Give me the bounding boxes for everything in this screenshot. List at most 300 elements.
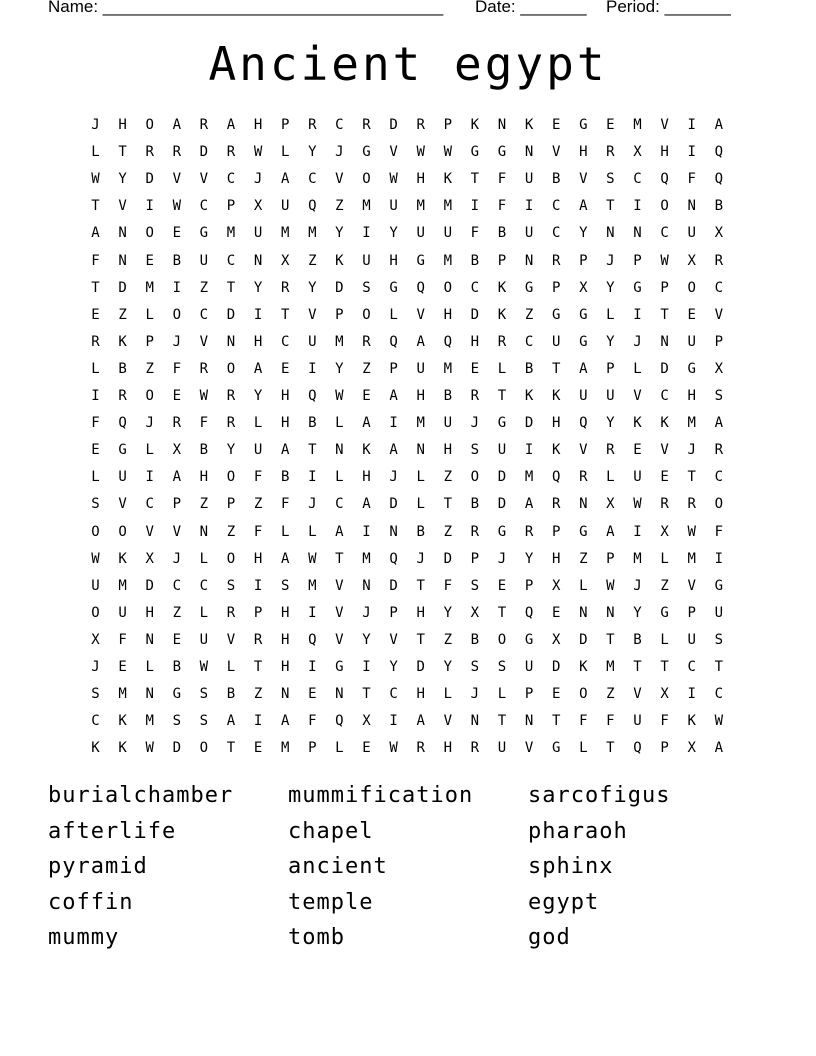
grid-letter[interactable]: W bbox=[199, 659, 209, 675]
grid-letter[interactable]: R bbox=[714, 442, 724, 459]
grid-letter[interactable]: P bbox=[280, 117, 290, 133]
grid-letter[interactable]: P bbox=[145, 333, 154, 350]
grid-letter[interactable]: J bbox=[497, 550, 507, 567]
grid-letter[interactable]: A bbox=[362, 496, 371, 513]
grid-letter[interactable]: K bbox=[118, 713, 127, 730]
grid-letter[interactable]: C bbox=[524, 333, 534, 350]
grid-letter[interactable]: I bbox=[91, 388, 100, 404]
grid-letter[interactable]: L bbox=[91, 360, 100, 377]
grid-letter[interactable]: L bbox=[389, 306, 398, 323]
grid-letter[interactable]: Z bbox=[253, 686, 263, 703]
grid-letter[interactable]: Q bbox=[524, 604, 534, 621]
grid-letter[interactable]: D bbox=[416, 659, 425, 675]
grid-letter[interactable]: S bbox=[714, 631, 724, 648]
grid-letter[interactable]: W bbox=[714, 713, 724, 730]
grid-letter[interactable]: A bbox=[714, 415, 724, 432]
grid-letter[interactable]: R bbox=[362, 333, 371, 350]
grid-letter[interactable]: E bbox=[551, 686, 561, 703]
grid-letter[interactable]: I bbox=[308, 469, 317, 486]
grid-letter[interactable]: L bbox=[579, 740, 588, 757]
grid-letter[interactable]: F bbox=[199, 415, 209, 432]
grid-letter[interactable]: R bbox=[172, 415, 182, 432]
grid-letter[interactable]: N bbox=[335, 442, 344, 459]
grid-letter[interactable]: U bbox=[389, 198, 398, 215]
grid-letter[interactable]: M bbox=[416, 415, 425, 432]
grid-letter[interactable]: R bbox=[226, 144, 236, 161]
grid-letter[interactable]: L bbox=[145, 659, 154, 675]
grid-letter[interactable]: Q bbox=[416, 279, 425, 296]
grid-letter[interactable]: H bbox=[145, 604, 154, 621]
grid-letter[interactable]: V bbox=[308, 306, 317, 323]
grid-letter[interactable]: Z bbox=[443, 523, 453, 540]
grid-letter[interactable]: O bbox=[362, 171, 371, 188]
grid-letter[interactable]: A bbox=[606, 523, 615, 540]
grid-letter[interactable]: V bbox=[145, 523, 154, 540]
grid-letter[interactable]: S bbox=[226, 577, 236, 594]
grid-letter[interactable]: H bbox=[253, 117, 263, 133]
grid-letter[interactable]: E bbox=[172, 225, 182, 242]
grid-letter[interactable]: J bbox=[335, 144, 344, 161]
grid-letter[interactable]: G bbox=[579, 117, 588, 133]
grid-letter[interactable]: V bbox=[199, 171, 209, 188]
grid-letter[interactable]: O bbox=[687, 279, 696, 296]
grid-letter[interactable]: C bbox=[714, 469, 724, 486]
grid-letter[interactable]: E bbox=[172, 631, 182, 648]
grid-letter[interactable]: G bbox=[633, 279, 642, 296]
grid-letter[interactable]: R bbox=[226, 604, 236, 621]
grid-letter[interactable]: G bbox=[335, 659, 344, 675]
grid-letter[interactable]: T bbox=[226, 740, 236, 757]
grid-letter[interactable]: N bbox=[660, 333, 669, 350]
grid-letter[interactable]: Z bbox=[253, 496, 263, 513]
grid-letter[interactable]: X bbox=[145, 550, 154, 567]
grid-letter[interactable]: P bbox=[606, 360, 615, 377]
grid-letter[interactable]: A bbox=[335, 523, 344, 540]
grid-letter[interactable]: S bbox=[172, 713, 182, 730]
grid-letter[interactable]: F bbox=[714, 523, 724, 540]
grid-letter[interactable]: I bbox=[687, 686, 696, 703]
grid-letter[interactable]: R bbox=[226, 415, 236, 432]
grid-letter[interactable]: A bbox=[172, 117, 182, 133]
grid-letter[interactable]: P bbox=[660, 279, 669, 296]
grid-letter[interactable]: N bbox=[280, 686, 290, 703]
grid-letter[interactable]: S bbox=[199, 713, 209, 730]
grid-letter[interactable]: S bbox=[470, 442, 480, 459]
grid-letter[interactable]: Q bbox=[551, 469, 561, 486]
grid-letter[interactable]: C bbox=[633, 171, 642, 188]
grid-letter[interactable]: G bbox=[362, 144, 371, 161]
grid-letter[interactable]: S bbox=[714, 388, 724, 404]
grid-letter[interactable]: P bbox=[524, 577, 534, 594]
grid-letter[interactable]: D bbox=[199, 144, 209, 161]
grid-letter[interactable]: U bbox=[497, 740, 507, 757]
grid-letter[interactable]: R bbox=[362, 117, 371, 133]
grid-letter[interactable]: X bbox=[253, 198, 263, 215]
grid-letter[interactable]: I bbox=[253, 577, 263, 594]
grid-letter[interactable]: V bbox=[524, 740, 534, 757]
grid-letter[interactable]: N bbox=[389, 523, 398, 540]
grid-letter[interactable]: G bbox=[199, 225, 209, 242]
grid-letter[interactable]: P bbox=[443, 117, 453, 133]
grid-letter[interactable]: C bbox=[199, 577, 209, 594]
grid-letter[interactable]: Y bbox=[253, 388, 263, 404]
grid-letter[interactable]: H bbox=[280, 631, 290, 648]
grid-letter[interactable]: L bbox=[226, 659, 236, 675]
grid-letter[interactable]: R bbox=[470, 523, 480, 540]
grid-letter[interactable]: R bbox=[687, 496, 696, 513]
grid-letter[interactable]: R bbox=[470, 740, 480, 757]
grid-letter[interactable]: A bbox=[226, 713, 236, 730]
grid-letter[interactable]: B bbox=[226, 686, 236, 703]
grid-letter[interactable]: V bbox=[389, 144, 398, 161]
grid-letter[interactable]: I bbox=[308, 659, 317, 675]
grid-letter[interactable]: B bbox=[443, 388, 453, 404]
grid-letter[interactable]: H bbox=[389, 252, 398, 269]
grid-letter[interactable]: H bbox=[416, 388, 425, 404]
grid-letter[interactable]: N bbox=[524, 144, 534, 161]
grid-letter[interactable]: T bbox=[470, 171, 480, 188]
grid-letter[interactable]: K bbox=[335, 252, 344, 269]
grid-letter[interactable]: N bbox=[687, 198, 696, 215]
grid-letter[interactable]: K bbox=[551, 442, 561, 459]
grid-letter[interactable]: U bbox=[199, 252, 209, 269]
grid-letter[interactable]: V bbox=[335, 577, 344, 594]
grid-letter[interactable]: M bbox=[633, 117, 642, 133]
grid-letter[interactable]: A bbox=[579, 198, 588, 215]
grid-letter[interactable]: M bbox=[443, 198, 453, 215]
grid-letter[interactable]: A bbox=[226, 117, 236, 133]
grid-letter[interactable]: C bbox=[226, 252, 236, 269]
grid-letter[interactable]: V bbox=[579, 442, 588, 459]
grid-letter[interactable]: R bbox=[145, 144, 154, 161]
grid-letter[interactable]: P bbox=[389, 604, 398, 621]
grid-letter[interactable]: G bbox=[579, 306, 588, 323]
grid-letter[interactable]: C bbox=[470, 279, 480, 296]
grid-letter[interactable]: H bbox=[280, 659, 290, 675]
grid-letter[interactable]: U bbox=[253, 225, 263, 242]
grid-letter[interactable]: C bbox=[389, 686, 398, 703]
grid-letter[interactable]: N bbox=[145, 631, 154, 648]
grid-letter[interactable]: P bbox=[606, 550, 615, 567]
grid-letter[interactable]: Q bbox=[308, 631, 317, 648]
grid-letter[interactable]: B bbox=[497, 225, 507, 242]
grid-letter[interactable]: A bbox=[524, 496, 534, 513]
grid-letter[interactable]: L bbox=[633, 360, 642, 377]
grid-letter[interactable]: Y bbox=[253, 279, 263, 296]
grid-letter[interactable]: H bbox=[443, 306, 453, 323]
grid-letter[interactable]: F bbox=[497, 198, 507, 215]
grid-letter[interactable]: Y bbox=[226, 442, 236, 459]
grid-letter[interactable]: R bbox=[524, 523, 534, 540]
grid-letter[interactable]: B bbox=[551, 171, 561, 188]
grid-letter[interactable]: K bbox=[633, 415, 642, 432]
grid-letter[interactable]: M bbox=[687, 550, 696, 567]
period-field[interactable]: Period: _______ bbox=[606, 0, 731, 16]
grid-letter[interactable]: F bbox=[443, 577, 453, 594]
grid-letter[interactable]: I bbox=[524, 198, 534, 215]
grid-letter[interactable]: G bbox=[524, 631, 534, 648]
grid-letter[interactable]: P bbox=[226, 198, 236, 215]
grid-letter[interactable]: W bbox=[145, 740, 154, 757]
grid-letter[interactable]: L bbox=[280, 523, 290, 540]
grid-letter[interactable]: M bbox=[606, 659, 615, 675]
grid-letter[interactable]: U bbox=[497, 442, 507, 459]
grid-letter[interactable]: K bbox=[118, 740, 127, 757]
grid-letter[interactable]: C bbox=[335, 117, 344, 133]
grid-letter[interactable]: N bbox=[118, 252, 127, 269]
grid-letter[interactable]: R bbox=[280, 279, 290, 296]
grid-letter[interactable]: Z bbox=[335, 198, 344, 215]
grid-letter[interactable]: G bbox=[551, 306, 561, 323]
grid-letter[interactable]: L bbox=[660, 550, 669, 567]
grid-letter[interactable]: M bbox=[416, 198, 425, 215]
grid-letter[interactable]: Z bbox=[660, 577, 669, 594]
grid-letter[interactable]: O bbox=[226, 550, 236, 567]
grid-letter[interactable]: C bbox=[199, 198, 209, 215]
grid-letter[interactable]: R bbox=[660, 496, 669, 513]
grid-letter[interactable]: W bbox=[91, 550, 100, 567]
grid-letter[interactable]: E bbox=[606, 117, 615, 133]
grid-letter[interactable]: F bbox=[606, 713, 615, 730]
grid-letter[interactable]: D bbox=[145, 577, 154, 594]
grid-letter[interactable]: A bbox=[714, 740, 724, 757]
grid-letter[interactable]: X bbox=[579, 279, 588, 296]
grid-letter[interactable]: D bbox=[497, 496, 507, 513]
grid-letter[interactable]: K bbox=[497, 306, 507, 323]
grid-letter[interactable]: C bbox=[687, 659, 696, 675]
grid-letter[interactable]: T bbox=[416, 631, 425, 648]
grid-letter[interactable]: N bbox=[497, 117, 507, 133]
grid-letter[interactable]: L bbox=[308, 523, 317, 540]
grid-letter[interactable]: A bbox=[714, 117, 724, 133]
grid-letter[interactable]: W bbox=[172, 198, 182, 215]
grid-letter[interactable]: U bbox=[687, 225, 696, 242]
grid-letter[interactable]: B bbox=[172, 659, 182, 675]
grid-letter[interactable]: O bbox=[199, 740, 209, 757]
grid-letter[interactable]: W bbox=[199, 388, 209, 404]
grid-letter[interactable]: K bbox=[443, 171, 453, 188]
grid-letter[interactable]: F bbox=[172, 360, 182, 377]
grid-letter[interactable]: Q bbox=[714, 171, 724, 188]
grid-letter[interactable]: Z bbox=[579, 550, 588, 567]
grid-letter[interactable]: U bbox=[687, 333, 696, 350]
grid-letter[interactable]: C bbox=[172, 577, 182, 594]
grid-letter[interactable]: Z bbox=[362, 360, 371, 377]
grid-letter[interactable]: C bbox=[660, 388, 669, 404]
grid-letter[interactable]: O bbox=[362, 306, 371, 323]
grid-letter[interactable]: O bbox=[91, 523, 100, 540]
grid-letter[interactable]: B bbox=[470, 252, 480, 269]
grid-letter[interactable]: S bbox=[362, 279, 371, 296]
grid-letter[interactable]: S bbox=[497, 659, 507, 675]
grid-letter[interactable]: T bbox=[335, 550, 344, 567]
grid-letter[interactable]: N bbox=[253, 252, 263, 269]
grid-letter[interactable]: L bbox=[497, 360, 507, 377]
grid-letter[interactable]: V bbox=[118, 496, 127, 513]
grid-letter[interactable]: W bbox=[606, 577, 615, 594]
grid-letter[interactable]: A bbox=[253, 360, 263, 377]
grid-letter[interactable]: U bbox=[280, 198, 290, 215]
grid-letter[interactable]: V bbox=[633, 388, 642, 404]
grid-letter[interactable]: J bbox=[687, 442, 696, 459]
grid-letter[interactable]: U bbox=[524, 225, 534, 242]
grid-letter[interactable]: R bbox=[91, 333, 100, 350]
grid-letter[interactable]: Q bbox=[308, 388, 317, 404]
grid-letter[interactable]: R bbox=[714, 252, 724, 269]
grid-letter[interactable]: A bbox=[280, 171, 290, 188]
grid-letter[interactable]: P bbox=[389, 360, 398, 377]
grid-letter[interactable]: S bbox=[91, 496, 100, 513]
grid-letter[interactable]: R bbox=[308, 117, 317, 133]
grid-letter[interactable]: R bbox=[253, 631, 263, 648]
grid-letter[interactable]: V bbox=[389, 631, 398, 648]
grid-letter[interactable]: I bbox=[470, 198, 480, 215]
grid-letter[interactable]: E bbox=[172, 388, 182, 404]
grid-letter[interactable]: Z bbox=[199, 496, 209, 513]
date-field[interactable]: Date: _______ bbox=[475, 0, 587, 16]
grid-letter[interactable]: X bbox=[633, 144, 642, 161]
grid-letter[interactable]: J bbox=[470, 415, 480, 432]
grid-letter[interactable]: J bbox=[308, 496, 317, 513]
grid-letter[interactable]: Y bbox=[389, 225, 398, 242]
grid-letter[interactable]: R bbox=[551, 252, 561, 269]
grid-letter[interactable]: H bbox=[551, 550, 561, 567]
grid-letter[interactable]: T bbox=[280, 306, 290, 323]
grid-letter[interactable]: J bbox=[362, 604, 371, 621]
grid-letter[interactable]: F bbox=[91, 415, 100, 432]
grid-letter[interactable]: T bbox=[687, 469, 696, 486]
grid-letter[interactable]: B bbox=[308, 415, 317, 432]
grid-letter[interactable]: L bbox=[579, 577, 588, 594]
grid-letter[interactable]: X bbox=[687, 252, 696, 269]
grid-letter[interactable]: T bbox=[714, 659, 724, 675]
grid-letter[interactable]: U bbox=[606, 388, 615, 404]
grid-letter[interactable]: P bbox=[226, 496, 236, 513]
grid-letter[interactable]: V bbox=[443, 713, 453, 730]
grid-letter[interactable]: Z bbox=[226, 523, 236, 540]
grid-letter[interactable]: D bbox=[172, 740, 182, 757]
grid-letter[interactable]: P bbox=[524, 686, 534, 703]
grid-letter[interactable]: I bbox=[145, 198, 154, 215]
grid-letter[interactable]: W bbox=[389, 740, 398, 757]
grid-letter[interactable]: P bbox=[497, 252, 507, 269]
grid-letter[interactable]: L bbox=[606, 469, 615, 486]
grid-letter[interactable]: Y bbox=[606, 279, 615, 296]
grid-letter[interactable]: L bbox=[199, 604, 209, 621]
grid-letter[interactable]: L bbox=[416, 496, 425, 513]
grid-letter[interactable]: N bbox=[416, 442, 425, 459]
grid-letter[interactable]: U bbox=[633, 469, 642, 486]
grid-letter[interactable]: L bbox=[91, 144, 100, 161]
grid-letter[interactable]: D bbox=[389, 496, 398, 513]
grid-letter[interactable]: O bbox=[172, 306, 182, 323]
grid-letter[interactable]: J bbox=[172, 550, 182, 567]
grid-letter[interactable]: Y bbox=[633, 604, 642, 621]
grid-letter[interactable]: C bbox=[714, 279, 724, 296]
grid-letter[interactable]: B bbox=[416, 523, 425, 540]
grid-letter[interactable]: G bbox=[497, 523, 507, 540]
grid-letter[interactable]: P bbox=[253, 604, 263, 621]
grid-letter[interactable]: T bbox=[308, 442, 317, 459]
grid-letter[interactable]: B bbox=[714, 198, 724, 215]
grid-letter[interactable]: E bbox=[362, 740, 371, 757]
grid-letter[interactable]: Z bbox=[443, 469, 453, 486]
grid-letter[interactable]: E bbox=[91, 442, 100, 459]
grid-letter[interactable]: T bbox=[362, 686, 371, 703]
grid-letter[interactable]: V bbox=[335, 604, 344, 621]
grid-letter[interactable]: H bbox=[416, 604, 425, 621]
grid-letter[interactable]: X bbox=[551, 631, 561, 648]
grid-letter[interactable]: I bbox=[253, 713, 263, 730]
grid-letter[interactable]: D bbox=[335, 279, 344, 296]
grid-letter[interactable]: L bbox=[335, 740, 344, 757]
grid-letter[interactable]: R bbox=[416, 117, 425, 133]
grid-letter[interactable]: D bbox=[389, 117, 398, 133]
grid-letter[interactable]: R bbox=[172, 144, 182, 161]
grid-letter[interactable]: H bbox=[416, 171, 425, 188]
grid-letter[interactable]: Z bbox=[199, 279, 209, 296]
grid-letter[interactable]: W bbox=[416, 144, 425, 161]
grid-letter[interactable]: D bbox=[118, 279, 127, 296]
grid-letter[interactable]: Q bbox=[389, 333, 398, 350]
grid-letter[interactable]: D bbox=[226, 306, 236, 323]
grid-letter[interactable]: I bbox=[362, 225, 371, 242]
grid-letter[interactable]: L bbox=[91, 469, 100, 486]
grid-letter[interactable]: P bbox=[551, 279, 561, 296]
grid-letter[interactable]: T bbox=[606, 631, 615, 648]
grid-letter[interactable]: M bbox=[280, 225, 290, 242]
grid-letter[interactable]: S bbox=[199, 686, 209, 703]
grid-letter[interactable]: E bbox=[551, 604, 561, 621]
grid-letter[interactable]: O bbox=[497, 631, 507, 648]
grid-letter[interactable]: V bbox=[335, 631, 344, 648]
grid-letter[interactable]: X bbox=[714, 225, 724, 242]
grid-letter[interactable]: I bbox=[524, 442, 534, 459]
grid-letter[interactable]: H bbox=[280, 388, 290, 404]
grid-letter[interactable]: L bbox=[335, 415, 344, 432]
grid-letter[interactable]: C bbox=[551, 198, 561, 215]
grid-letter[interactable]: I bbox=[362, 523, 371, 540]
grid-letter[interactable]: O bbox=[443, 279, 453, 296]
grid-letter[interactable]: C bbox=[551, 225, 561, 242]
grid-letter[interactable]: O bbox=[660, 198, 669, 215]
grid-letter[interactable]: D bbox=[470, 306, 480, 323]
grid-letter[interactable]: H bbox=[362, 469, 371, 486]
grid-letter[interactable]: Y bbox=[308, 279, 317, 296]
grid-letter[interactable]: E bbox=[362, 388, 371, 404]
grid-letter[interactable]: U bbox=[633, 713, 642, 730]
grid-letter[interactable]: A bbox=[416, 333, 425, 350]
grid-letter[interactable]: Q bbox=[443, 333, 453, 350]
grid-letter[interactable]: E bbox=[253, 740, 263, 757]
grid-letter[interactable]: T bbox=[606, 198, 615, 215]
grid-letter[interactable]: I bbox=[389, 713, 398, 730]
grid-letter[interactable]: I bbox=[633, 198, 642, 215]
grid-letter[interactable]: U bbox=[416, 360, 425, 377]
grid-letter[interactable]: S bbox=[470, 659, 480, 675]
grid-letter[interactable]: L bbox=[660, 631, 669, 648]
grid-letter[interactable]: O bbox=[145, 388, 154, 404]
grid-letter[interactable]: H bbox=[443, 740, 453, 757]
grid-letter[interactable]: S bbox=[606, 171, 615, 188]
grid-letter[interactable]: K bbox=[524, 117, 534, 133]
grid-letter[interactable]: R bbox=[118, 388, 127, 404]
grid-letter[interactable]: D bbox=[443, 550, 453, 567]
grid-letter[interactable]: O bbox=[145, 117, 154, 133]
grid-letter[interactable]: H bbox=[579, 144, 588, 161]
grid-letter[interactable]: Y bbox=[443, 604, 453, 621]
grid-letter[interactable]: E bbox=[470, 360, 480, 377]
